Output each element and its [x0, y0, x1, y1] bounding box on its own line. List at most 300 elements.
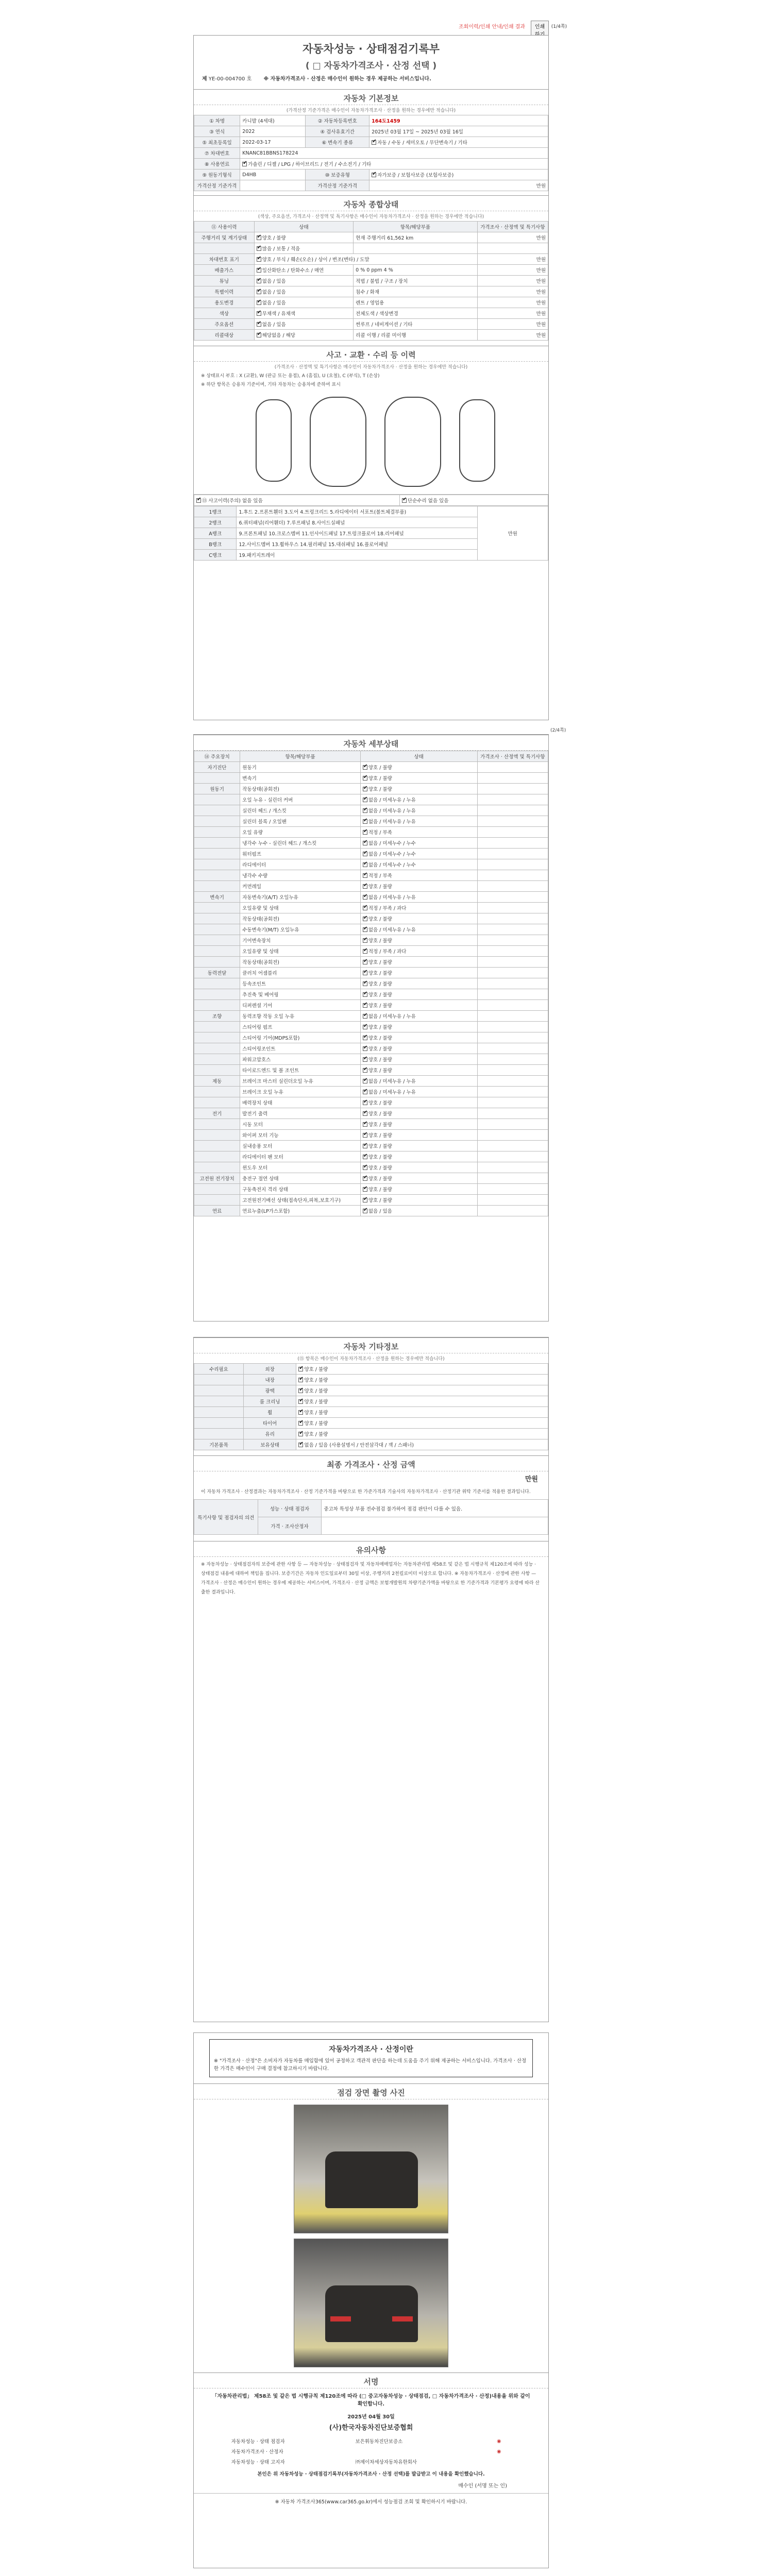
row-item	[354, 243, 477, 254]
checkbox-icon	[363, 776, 367, 781]
device-label: 원동기	[194, 784, 240, 794]
price-cell	[477, 957, 548, 968]
device-label	[194, 870, 240, 881]
checkbox-icon	[363, 1155, 367, 1159]
document-title: 자동차성능 · 상태점검기록부	[302, 43, 440, 55]
part-state: ✔ 없음 / 미세누유 / 누유	[360, 794, 477, 805]
table-row	[194, 1087, 548, 1097]
row-state: ✔ 없음 / 있음	[254, 319, 353, 330]
table-row	[194, 1407, 548, 1418]
checkbox-icon	[363, 906, 367, 910]
inspection-photo-rear	[294, 2239, 448, 2367]
part-state: ✔ 양호 / 불량	[360, 762, 477, 773]
table-row	[194, 276, 548, 286]
checkbox-icon	[363, 1057, 367, 1062]
part-state: ✔ 적정 / 부족 / 과다	[360, 903, 477, 913]
car-diagram	[194, 389, 548, 495]
checkbox-icon	[363, 1144, 367, 1148]
price-cell	[477, 1108, 548, 1119]
page-2-sheet	[193, 734, 549, 1321]
device-label	[194, 913, 240, 924]
part-state: ✔ 없음 / 미세누유 / 누유	[360, 1076, 477, 1087]
page-3-sheet	[193, 1337, 549, 2022]
label-fuel: ⑧ 사용연료	[194, 159, 240, 170]
print-button[interactable]: 인쇄	[531, 21, 549, 39]
part-label: 실린더 블록 / 오일팬	[240, 816, 361, 827]
table-row	[194, 330, 548, 341]
part-state: ✔ 양호 / 불량	[360, 1141, 477, 1151]
label-base-price-2: 가격산정 기준가격	[306, 180, 369, 191]
row-item: 렌트 / 영업용	[354, 297, 477, 308]
table-row	[194, 1011, 548, 1022]
service-notice: ※ 자동차가격조사 · 산정은 매수인이 원하는 경우 제공하는 서비스입니다.	[263, 76, 431, 82]
part-label: 커먼레일	[240, 881, 361, 892]
device-label	[194, 924, 240, 935]
part-state: ✔ 없음 / 미세누유 / 누유	[360, 816, 477, 827]
header-cell: 가격조사 · 산정액 및 특기사항	[477, 222, 548, 232]
checkbox-icon	[363, 1198, 367, 1202]
row-item: 리콜 이행 / 리콜 미이행	[354, 330, 477, 341]
table-row	[194, 838, 548, 849]
table-row	[194, 784, 548, 794]
table-row	[194, 913, 548, 924]
table-row	[194, 881, 548, 892]
checkbox-icon	[298, 1410, 303, 1415]
detail-heading: 자동차 세부상태	[194, 735, 548, 751]
checkbox-icon	[363, 971, 367, 975]
item-state: ✔ 양호 / 불량	[296, 1418, 548, 1429]
checkbox-icon	[363, 895, 367, 900]
value-car-name: 카니발 (4세대)	[240, 115, 306, 126]
part-label: 발전기 출력	[240, 1108, 361, 1119]
price-cell	[477, 903, 548, 913]
label-base-price: 가격산정 기준가격	[194, 180, 240, 191]
status-legend-2: ※ 하단 항목은 승용차 기준이며, 기타 자동차는 승용차에 준하여 표시	[201, 382, 341, 387]
part-state: ✔ 양호 / 불량	[360, 1130, 477, 1141]
row-price: 만원	[477, 319, 548, 330]
table-row	[194, 1364, 548, 1375]
checkbox-icon	[257, 235, 261, 240]
table-row	[194, 1108, 548, 1119]
price-cell	[477, 1206, 548, 1216]
part-label: 배력장치 상태	[240, 1097, 361, 1108]
checkbox-icon	[363, 1176, 367, 1181]
top-bar	[193, 21, 567, 31]
group-label	[194, 1385, 244, 1396]
item-state: ✔ 양호 / 불량	[296, 1385, 548, 1396]
item-label: 광택	[244, 1385, 296, 1396]
table-row	[194, 892, 548, 903]
checkbox-icon	[363, 960, 367, 964]
table-row	[194, 1162, 548, 1173]
group-label: 수리필요	[194, 1364, 244, 1375]
group-label	[194, 1407, 244, 1418]
part-label: 냉각수 수량	[240, 870, 361, 881]
price-cell	[477, 989, 548, 1000]
device-label	[194, 935, 240, 946]
other-table	[194, 1363, 548, 1450]
table-row	[194, 957, 548, 968]
final-description: 이 자동차 가격조사 · 산정결과는 자동차가격조사 · 산정 기준가격을 바탕으로 한 가준가격과 기술사의 자동차가격조사 · 산정기관 위탁 기준서를 적용한 결과입니다.	[201, 1489, 531, 1495]
appraiser-label: 가격 · 조사산정자	[258, 1517, 322, 1535]
row-label: 색상	[194, 308, 255, 319]
table-row	[194, 1439, 548, 1450]
checkbox-icon	[363, 949, 367, 954]
part-label: 실린더 헤드 / 개스킷	[240, 805, 361, 816]
part-label: 충전구 절연 상태	[240, 1173, 361, 1184]
table-row	[194, 903, 548, 913]
part-state: ✔ 양호 / 불량	[360, 1162, 477, 1173]
table-row	[194, 1141, 548, 1151]
device-label	[194, 1097, 240, 1108]
part-label: 스티어링 펌프	[240, 1022, 361, 1032]
row-label: 리콜대상	[194, 330, 255, 341]
sign-company: (사)한국자동차진단보증협회	[329, 2424, 413, 2432]
table-row	[194, 1130, 548, 1141]
checkbox-icon	[363, 927, 367, 932]
row-state: ✔ 해당없음 / 해당	[254, 330, 353, 341]
overall-heading: 자동차 종합상태	[194, 195, 548, 211]
checkbox-icon	[298, 1367, 303, 1371]
label-warranty: ⑩ 보증유형	[306, 170, 369, 180]
checkbox-icon	[257, 290, 261, 294]
table-row	[194, 137, 548, 148]
value-reg-number: 164도1459	[369, 115, 548, 126]
device-label: 변속기	[194, 892, 240, 903]
checkbox-icon	[363, 1122, 367, 1127]
header-cell: ⑭ 주요장치	[194, 751, 240, 762]
price-cell	[477, 1000, 548, 1011]
table-header-row	[194, 751, 548, 762]
part-label: 작동상태(공회전)	[240, 784, 361, 794]
item-state: ✔ 없음 / 있음 (사용설명서 / 안전삼각대 / 잭 / 스패너)	[296, 1439, 548, 1450]
item-state: ✔ 양호 / 불량	[296, 1396, 548, 1407]
rank-label: A랭크	[194, 528, 237, 539]
part-state: ✔ 없음 / 미세누유 / 누유	[360, 892, 477, 903]
table-row	[194, 1054, 548, 1065]
device-label	[194, 838, 240, 849]
signer-label: 자동차가격조사 · 산정자	[231, 2449, 283, 2455]
table-row	[194, 1151, 548, 1162]
checkbox-icon	[363, 1111, 367, 1116]
table-row	[229, 2446, 513, 2456]
table-row	[194, 1375, 548, 1385]
part-state: ✔ 없음 / 미세누수 / 누수	[360, 849, 477, 859]
mileage-value: 현재 주행거리 61,562 km	[354, 232, 477, 243]
device-label	[194, 1184, 240, 1195]
checkbox-icon	[363, 841, 367, 845]
rank-parts: 1.후드 2.프론트휀더 3.도어 4.트렁크리드 5.라디에이터 서포트(볼트체결부품)	[237, 506, 477, 517]
table-row	[194, 978, 548, 989]
table-row	[194, 170, 548, 180]
table-row	[194, 870, 548, 881]
table-row	[194, 1429, 548, 1439]
price-cell	[477, 1151, 548, 1162]
sign-table	[229, 2436, 513, 2467]
table-row	[194, 1184, 548, 1195]
part-state: ✔ 없음 / 미세누유 / 누유	[360, 1087, 477, 1097]
price-cell	[477, 784, 548, 794]
row-label: 용도변경	[194, 297, 255, 308]
device-label	[194, 849, 240, 859]
price-cell	[477, 849, 548, 859]
buyer-seal: (서명 또는 인)	[475, 2483, 507, 2489]
final-heading: 최종 가격조사 · 산정 금액	[194, 1455, 548, 1471]
device-label: 제동	[194, 1076, 240, 1087]
table-row	[194, 1173, 548, 1184]
row-state: ✔ 양호 / 부식 / 훼손(오손) / 상이 / 변조(변타) / 도말	[254, 254, 477, 265]
car-frame-view-icon	[384, 397, 441, 487]
row-state: ✔많음 / 보통 / 적음	[254, 243, 353, 254]
group-label	[194, 1429, 244, 1439]
row-price: 만원	[477, 308, 548, 319]
caution-text: ※ 자동차성능 · 상태점검자의 보증에 관한 사항 등 — 자동차성능 · 상태점검자 및 자동차매매업자는 자동차관리법 제58조 및 같은 법 시행규칙 제120조에 따라 성능 · 상태점검 내용에 대하여 책임을 집니다. 보증기간은 자동차 인도일로부터 30일 이상, 주행거리 2천킬로미터 이상으로 합니다. ※ 자동차가격조사 · 산정에 관한 사항 — 가격조사 · 산정은 매수인이 원하는 경우에 제공하는 서비스이며, 가격조사 · 산정 금액은 보험개발원의 차량기준가액을 바탕으로 한 기준가격과 기본평가 요령에 따라 산출한 결과입니다.	[201, 1562, 540, 1595]
rank-label: 1랭크	[194, 506, 237, 517]
rank-label: C랭크	[194, 550, 237, 561]
table-row	[194, 1000, 548, 1011]
part-label: 브레이크 마스터 실린더오일 누유	[240, 1076, 361, 1087]
checkbox-icon	[363, 992, 367, 997]
checkbox-icon	[363, 1079, 367, 1083]
table-row	[194, 115, 548, 126]
part-label: 변속기	[240, 773, 361, 784]
group-label	[194, 1396, 244, 1407]
table-row	[194, 1195, 548, 1206]
checkbox-icon	[298, 1388, 303, 1393]
checkbox-icon	[363, 1014, 367, 1019]
part-state: ✔ 없음 / 미세누유 / 누유	[360, 805, 477, 816]
row-label: 배출가스	[194, 265, 255, 276]
table-row	[194, 1043, 548, 1054]
row-item: 적법 / 불법 / 구조 / 장치	[354, 276, 477, 286]
checkbox-icon	[363, 981, 367, 986]
part-state: ✔ 양호 / 불량	[360, 1119, 477, 1130]
price-cell	[477, 1173, 548, 1184]
checkbox-icon	[363, 862, 367, 867]
checkbox-icon	[298, 1378, 303, 1382]
part-state: ✔ 적정 / 부족 / 과다	[360, 946, 477, 957]
device-label	[194, 1032, 240, 1043]
table-header-row	[194, 222, 548, 232]
part-state: ✔ 없음 / 미세누수 / 누수	[360, 859, 477, 870]
device-label: 고전원 전기장치	[194, 1173, 240, 1184]
header-cell: ⑪ 사용이력	[194, 222, 255, 232]
device-label: 동력전달	[194, 968, 240, 978]
table-row	[194, 159, 548, 170]
checkbox-icon	[363, 1036, 367, 1040]
checkbox-icon	[257, 322, 261, 327]
item-label: 외장	[244, 1364, 296, 1375]
table-row: 1랭크 1.후드 2.프론트휀더 3.도어 4.트렁크리드 5.라디에이터 서포트(볼트체결부품) 만원	[194, 506, 548, 517]
device-label	[194, 816, 240, 827]
part-state: ✔ 양호 / 불량	[360, 1097, 477, 1108]
part-state: ✔ 양호 / 불량	[360, 989, 477, 1000]
table-row	[194, 827, 548, 838]
device-label	[194, 957, 240, 968]
price-cell	[477, 1087, 548, 1097]
rank-parts: 12.사이드멤버 13.휠하우스 14.필러패널 15.대쉬패널 16.플로어패널	[237, 539, 477, 550]
car-left-side-icon	[256, 399, 292, 482]
table-row	[194, 773, 548, 784]
table-row	[194, 1076, 548, 1087]
overall-note: (색상, 주요옵션, 가격조사 · 산정액 및 특기사항은 매수인이 자동차가격조사 · 산정을 원하는 경우에만 적습니다)	[258, 214, 484, 219]
rank-parts: 6.쿼터패널(리어휀더) 7.루프패널 8.사이드실패널	[237, 517, 477, 528]
checkbox-icon	[298, 1432, 303, 1436]
part-state: ✔ 양호 / 불량	[360, 881, 477, 892]
device-label	[194, 1054, 240, 1065]
special-label: 특기사항 및 점검자의 의견	[194, 1500, 258, 1535]
price-cell	[477, 1076, 548, 1087]
checkbox-icon	[363, 884, 367, 889]
price-cell	[477, 816, 548, 827]
part-state: ✔ 적정 / 부족	[360, 870, 477, 881]
item-state: ✔ 양호 / 불량	[296, 1407, 548, 1418]
checkbox-icon	[363, 819, 367, 824]
table-row	[194, 1119, 548, 1130]
device-label	[194, 903, 240, 913]
table-row	[194, 148, 548, 159]
checkbox-icon	[196, 498, 201, 503]
part-label: 타이로드엔드 및 볼 조인트	[240, 1065, 361, 1076]
label-vin: ⑦ 차대번호	[194, 148, 240, 159]
device-label	[194, 1195, 240, 1206]
caution-heading: 유의사항	[194, 1541, 548, 1557]
checkbox-icon	[257, 257, 261, 262]
group-label	[194, 1375, 244, 1385]
price-cell	[477, 924, 548, 935]
page-indicator: (1/4쪽)	[551, 24, 567, 29]
checkbox-icon	[363, 873, 367, 878]
row-price: 만원	[477, 265, 548, 276]
header-cell: 상태	[254, 222, 353, 232]
appraiser-opinion	[322, 1517, 548, 1535]
part-state: ✔ 양호 / 불량	[360, 773, 477, 784]
table-row	[229, 2436, 513, 2446]
page-number: (2/4쪽)	[550, 728, 566, 733]
value-vin: KNANC81BBNS178224	[240, 148, 548, 159]
serial-number: YE-00-004700	[208, 76, 245, 82]
row-item: 썬루프 / 네비게이션 / 기타	[354, 319, 477, 330]
group-label: 기본품목	[194, 1439, 244, 1450]
value-transmission: ✔ 자동 / 수동 / 세미오토 / 무단변속기 / 기타	[369, 137, 548, 148]
photos-heading: 점검 장면 촬영 사진	[194, 2083, 548, 2099]
document-subtitle: ( □ 자동차가격조사 · 산정 선택 )	[305, 61, 437, 71]
checkbox-icon	[363, 917, 367, 921]
price-cell	[477, 978, 548, 989]
table-row	[194, 762, 548, 773]
value-warranty: ✔ 자가보증 / 보험사보증 (보험사보증)	[369, 170, 548, 180]
price-cell	[477, 1195, 548, 1206]
table-row	[194, 1396, 548, 1407]
table-row	[194, 1385, 548, 1396]
part-label: 브레이크 오일 누유	[240, 1087, 361, 1097]
table-row	[194, 308, 548, 319]
inspector-opinion: 중고차 특성상 부품 전수점검 불가하여 점검 판단이 다를 수 있음.	[322, 1500, 548, 1517]
price-cell	[477, 1141, 548, 1151]
part-state: ✔ 양호 / 불량	[360, 1184, 477, 1195]
device-label	[194, 1162, 240, 1173]
car-right-side-icon	[459, 399, 495, 482]
device-label	[194, 978, 240, 989]
final-amount-unit: 만원	[525, 1476, 538, 1483]
table-row	[194, 935, 548, 946]
table-row	[194, 859, 548, 870]
price-cell	[477, 805, 548, 816]
part-state: ✔ 양호 / 불량	[360, 1173, 477, 1184]
table-row	[194, 1065, 548, 1076]
table-row	[194, 254, 548, 265]
item-label: 보유상태	[244, 1439, 296, 1450]
checkbox-icon	[363, 1046, 367, 1051]
price-cell	[477, 881, 548, 892]
device-label: 연료	[194, 1206, 240, 1216]
other-heading: 자동차 기타정보	[194, 1337, 548, 1353]
table-row	[194, 495, 548, 506]
row-state: ✔ 일산화탄소 / 탄화수소 / 매연	[254, 265, 353, 276]
car-top-view-icon	[310, 397, 366, 487]
accident-summary	[194, 495, 548, 506]
item-state: ✔ 양호 / 불량	[296, 1429, 548, 1439]
price-cell	[477, 1119, 548, 1130]
checkbox-icon	[298, 1443, 303, 1447]
part-label: 작동상태(공회전)	[240, 913, 361, 924]
part-label: 구동축전지 격리 상태	[240, 1184, 361, 1195]
emission-values: 0 % 0 ppm 4 %	[354, 265, 477, 276]
row-state: ✔ 없음 / 있음	[254, 297, 353, 308]
device-label	[194, 1087, 240, 1097]
special-table	[194, 1499, 548, 1535]
part-state: ✔ 없음 / 미세누수 / 누수	[360, 838, 477, 849]
row-price	[477, 243, 548, 254]
info-text: ※ "가격조사 · 산정"은 소비자가 자동차를 매입함에 있어 공정하고 객관적 판단을 하는데 도움을 주기 위해 제공하는 서비스입니다. 가격조사 · 산정한 가격은 매수인이 구매 결정에 참고하시기 바랍니다.	[214, 2058, 527, 2072]
price-cell	[477, 946, 548, 957]
item-label: 룸 크리닝	[244, 1396, 296, 1407]
device-label: 조향	[194, 1011, 240, 1022]
part-label: 오일 누유 - 실린더 커버	[240, 794, 361, 805]
history-link[interactable]: 조회이력/인쇄 안내/인쇄 결과	[459, 24, 526, 30]
part-label: 워터펌프	[240, 849, 361, 859]
device-label	[194, 1151, 240, 1162]
part-state: ✔ 양호 / 불량	[360, 1151, 477, 1162]
checkbox-icon	[363, 1100, 367, 1105]
price-cell	[477, 1184, 548, 1195]
table-row	[194, 319, 548, 330]
basic-info-note: (가격산정 기준가격은 매수인이 자동차가격조사 · 산정을 원하는 경우에만 적습니다)	[286, 108, 456, 113]
accident-history: ✔⑬ 사고이력(주의) 없음 있음	[194, 495, 400, 506]
label-engine: ⑨ 원동기형식	[194, 170, 240, 180]
value-fuel: ✔ 가솔린 / 디젤 / LPG / 하이브리드 / 전기 / 수소전기 / 기타	[240, 159, 548, 170]
price-cell	[477, 762, 548, 773]
page-4-sheet	[193, 2032, 549, 2568]
value-inspection-period: 2025년 03월 17일 ~ 2025년 03월 16일	[369, 126, 548, 137]
item-state: ✔ 양호 / 불량	[296, 1375, 548, 1385]
checkbox-icon	[242, 162, 247, 166]
label-first-reg: ⑤ 최초등록일	[194, 137, 240, 148]
part-label: 원동기	[240, 762, 361, 773]
info-title: 자동차가격조사 · 산정이란	[329, 2045, 413, 2054]
part-label: 와이퍼 모터 기능	[240, 1130, 361, 1141]
table-row	[194, 286, 548, 297]
part-label: 동력조향 작동 오일 누유	[240, 1011, 361, 1022]
row-price: 만원	[477, 254, 548, 265]
other-note: (⑮ 항목은 매수인이 자동차가격조사 · 산정을 원하는 경우에만 적습니다)	[297, 1357, 445, 1362]
part-label: 연료누출(LP가스포함)	[240, 1206, 361, 1216]
part-state: ✔ 양호 / 불량	[360, 1108, 477, 1119]
label-inspection-period: ④ 검사유효기간	[306, 126, 369, 137]
checkbox-icon	[402, 498, 407, 503]
part-state: ✔ 양호 / 불량	[360, 1022, 477, 1032]
table-row	[194, 1097, 548, 1108]
